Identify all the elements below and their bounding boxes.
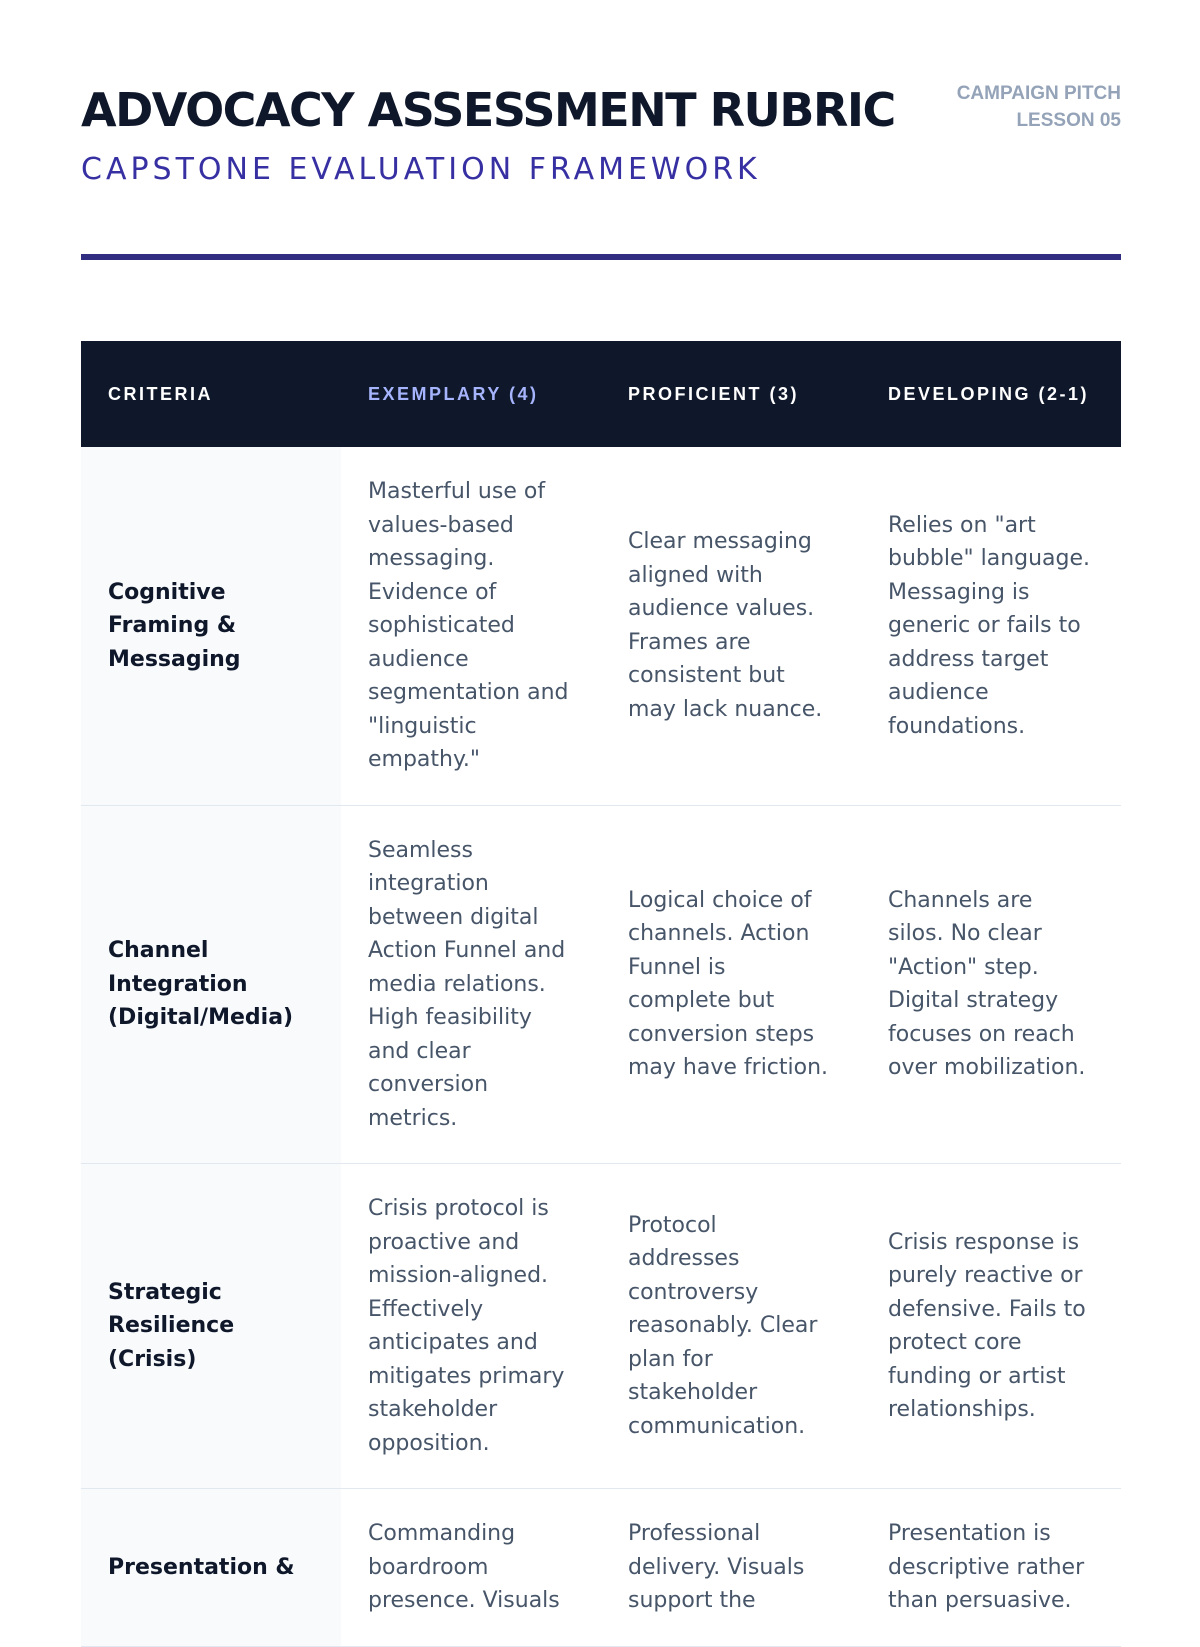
meta-campaign-label: CAMPAIGN PITCH xyxy=(956,83,1121,104)
proficient-cell: Protocol addresses controversy reasonably. Clear plan for stakeholder communication. xyxy=(628,1212,818,1439)
column-header-proficient: PROFICIENT (3) xyxy=(628,383,800,404)
meta-lesson-label: LESSON 05 xyxy=(1016,110,1121,131)
proficient-cell: Logical choice of channels. Action Funnel is complete but conversion steps may have friction. xyxy=(628,887,829,1081)
criteria-cell: Presentation & xyxy=(81,1489,341,1647)
developing-cell: Relies on "art bubble" language. Messaging is generic or fails to address target audience foundations. xyxy=(888,512,1091,739)
developing-cell: Crisis response is purely reactive or defensive. Fails to protect core funding or artist relationships. xyxy=(888,1229,1086,1422)
developing-cell: Channels are silos. No clear "Action" step. Digital strategy focuses on reach over mobilization. xyxy=(888,887,1086,1081)
page-subtitle: CAPSTONE EVALUATION FRAMEWORK xyxy=(81,152,761,187)
exemplary-cell: Crisis protocol is proactive and mission-aligned. Effectively anticipates and mitigates primary stakeholder opposition. xyxy=(368,1196,565,1456)
table-row xyxy=(81,447,1121,805)
rubric-table-body xyxy=(81,447,1121,1646)
table-row xyxy=(81,805,1121,1164)
proficient-cell: Clear messaging aligned with audience values. Frames are consistent but may lack nuance. xyxy=(628,529,823,722)
criteria-cell: Channel Integration (Digital/Media) xyxy=(81,805,341,1164)
exemplary-cell: Masterful use of values-based messaging. Evidence of sophisticated audience segmentation and "linguistic empathy." xyxy=(368,479,569,772)
exemplary-cell: Commanding boardroom presence. Visuals xyxy=(368,1521,560,1613)
header-row xyxy=(81,341,1121,447)
column-header-criteria: CRITERIA xyxy=(108,383,213,404)
column-header-exemplary: EXEMPLARY (4) xyxy=(368,383,539,404)
exemplary-cell: Seamless integration between digital Action Funnel and media relations. High feasibility and clear conversion metrics. xyxy=(368,837,566,1131)
proficient-cell: Professional delivery. Visuals support the xyxy=(628,1521,805,1613)
page-title: ADVOCACY ASSESSMENT RUBRIC xyxy=(81,83,895,137)
rubric-table xyxy=(81,341,1121,1647)
criteria-cell: Strategic Resilience (Crisis) xyxy=(81,1164,341,1489)
header-divider xyxy=(81,254,1121,260)
developing-cell: Presentation is descriptive rather than persuasive. xyxy=(888,1521,1085,1613)
table-row xyxy=(81,1489,1121,1647)
document-header xyxy=(81,80,1121,190)
rubric-table-header xyxy=(81,341,1121,447)
criteria-cell: Cognitive Framing & Messaging xyxy=(81,447,341,805)
table-row xyxy=(81,1164,1121,1489)
lesson-meta xyxy=(957,80,1121,134)
column-header-developing: DEVELOPING (2-1) xyxy=(888,383,1090,404)
